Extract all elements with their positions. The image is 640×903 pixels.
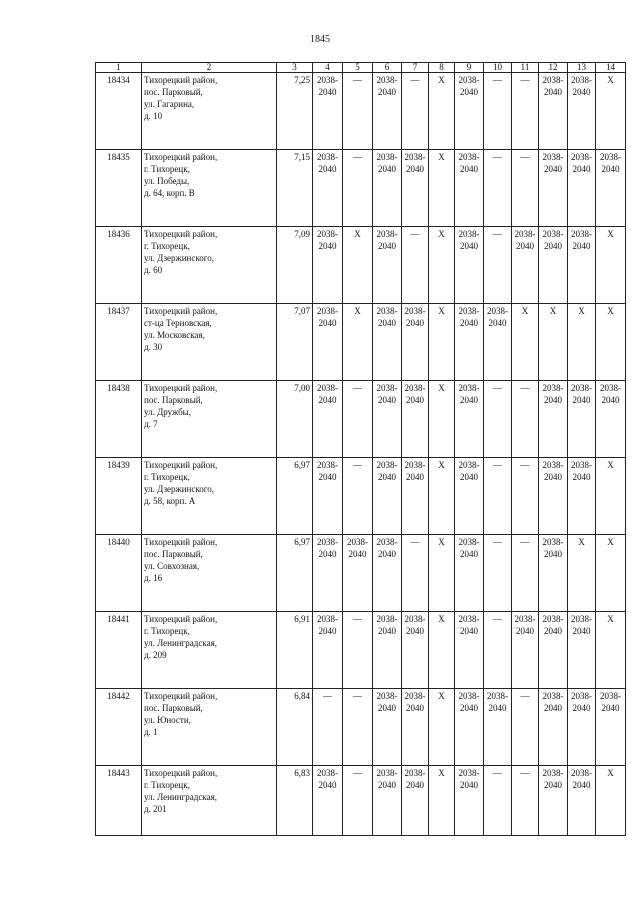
column-header: 2 bbox=[142, 63, 277, 73]
address-line: д. 201 bbox=[144, 804, 167, 814]
period-cell: 2038- 2040 bbox=[568, 73, 596, 150]
address-line: пос. Парковый, bbox=[144, 703, 203, 713]
period-cell: — bbox=[343, 458, 373, 535]
period-cell: X bbox=[429, 227, 455, 304]
table-row bbox=[96, 458, 626, 535]
period-cell: X bbox=[429, 612, 455, 689]
period-cell: X bbox=[568, 535, 596, 612]
period-cell: 2038- 2040 bbox=[455, 150, 484, 227]
period-cell: — bbox=[313, 689, 343, 766]
period-cell: X bbox=[596, 227, 626, 304]
register-table bbox=[95, 62, 626, 836]
period-cell: X bbox=[429, 73, 455, 150]
period-cell: 2038- 2040 bbox=[402, 766, 429, 836]
period-cell: 2038- 2040 bbox=[539, 612, 568, 689]
period-cell: X bbox=[539, 304, 568, 381]
address-line: ул. Юности, bbox=[144, 715, 191, 725]
period-cell: 2038- 2040 bbox=[455, 766, 484, 836]
period-cell: 2038- 2040 bbox=[313, 381, 343, 458]
period-cell: X bbox=[568, 304, 596, 381]
period-cell: 2038- 2040 bbox=[539, 227, 568, 304]
record-number: 18438 bbox=[96, 381, 142, 458]
period-cell: — bbox=[484, 458, 512, 535]
period-cell: 2038- 2040 bbox=[402, 381, 429, 458]
period-cell: — bbox=[512, 150, 539, 227]
period-cell: — bbox=[512, 381, 539, 458]
address-cell bbox=[142, 535, 277, 612]
period-cell: 2038- 2040 bbox=[373, 304, 402, 381]
period-cell: 2038- 2040 bbox=[568, 689, 596, 766]
period-cell: — bbox=[402, 535, 429, 612]
address-line: Тихорецкий район, bbox=[144, 383, 218, 393]
period-cell: 2038- 2040 bbox=[455, 227, 484, 304]
period-cell: 2038- 2040 bbox=[512, 227, 539, 304]
period-cell: — bbox=[484, 150, 512, 227]
address-line: г. Тихорецк, bbox=[144, 472, 190, 482]
period-cell: — bbox=[402, 73, 429, 150]
address-line: г. Тихорецк, bbox=[144, 164, 190, 174]
address-cell bbox=[142, 612, 277, 689]
period-cell: 2038- 2040 bbox=[313, 227, 343, 304]
period-cell: X bbox=[429, 381, 455, 458]
period-cell: — bbox=[484, 535, 512, 612]
table-row bbox=[96, 227, 626, 304]
period-cell: 2038- 2040 bbox=[539, 766, 568, 836]
period-cell: 2038- 2040 bbox=[568, 612, 596, 689]
value-cell: 7,15 bbox=[277, 150, 313, 227]
address-line: д. 209 bbox=[144, 650, 167, 660]
column-header: 9 bbox=[455, 63, 484, 73]
period-cell: 2038- 2040 bbox=[568, 227, 596, 304]
record-number: 18442 bbox=[96, 689, 142, 766]
address-line: д. 10 bbox=[144, 111, 163, 121]
period-cell: 2038- 2040 bbox=[313, 612, 343, 689]
address-line: д. 16 bbox=[144, 573, 163, 583]
period-cell: 2038- 2040 bbox=[484, 689, 512, 766]
period-cell: — bbox=[512, 766, 539, 836]
address-line: д. 64, корп. В bbox=[144, 188, 195, 198]
period-cell: — bbox=[402, 227, 429, 304]
period-cell: 2038- 2040 bbox=[455, 458, 484, 535]
period-cell: X bbox=[596, 458, 626, 535]
period-cell: — bbox=[343, 766, 373, 836]
value-cell: 7,09 bbox=[277, 227, 313, 304]
address-cell bbox=[142, 304, 277, 381]
record-number: 18437 bbox=[96, 304, 142, 381]
period-cell: X bbox=[343, 304, 373, 381]
column-header: 4 bbox=[313, 63, 343, 73]
period-cell: 2038- 2040 bbox=[402, 150, 429, 227]
period-cell: 2038- 2040 bbox=[596, 381, 626, 458]
address-cell bbox=[142, 73, 277, 150]
period-cell: — bbox=[343, 689, 373, 766]
table-row bbox=[96, 73, 626, 150]
period-cell: 2038- 2040 bbox=[402, 304, 429, 381]
period-cell: 2038- 2040 bbox=[373, 766, 402, 836]
address-line: ст-ца Терновская, bbox=[144, 318, 212, 328]
period-cell: 2038- 2040 bbox=[313, 150, 343, 227]
address-line: д. 60 bbox=[144, 265, 163, 275]
period-cell: X bbox=[429, 535, 455, 612]
period-cell: — bbox=[343, 73, 373, 150]
period-cell: 2038- 2040 bbox=[596, 689, 626, 766]
table-row bbox=[96, 535, 626, 612]
period-cell: — bbox=[512, 689, 539, 766]
period-cell: 2038- 2040 bbox=[343, 535, 373, 612]
period-cell: X bbox=[512, 304, 539, 381]
address-line: Тихорецкий район, bbox=[144, 691, 218, 701]
period-cell: 2038- 2040 bbox=[373, 381, 402, 458]
period-cell: X bbox=[429, 458, 455, 535]
address-line: д. 58, корп. А bbox=[144, 496, 196, 506]
address-cell bbox=[142, 381, 277, 458]
period-cell: 2038- 2040 bbox=[539, 73, 568, 150]
period-cell: 2038- 2040 bbox=[455, 612, 484, 689]
period-cell: 2038- 2040 bbox=[373, 612, 402, 689]
value-cell: 6,91 bbox=[277, 612, 313, 689]
table-row bbox=[96, 304, 626, 381]
period-cell: — bbox=[343, 381, 373, 458]
address-line: ул. Дружбы, bbox=[144, 407, 191, 417]
page-number: 1845 bbox=[310, 34, 330, 45]
table-row bbox=[96, 381, 626, 458]
column-header: 13 bbox=[568, 63, 596, 73]
column-header: 3 bbox=[277, 63, 313, 73]
address-cell bbox=[142, 766, 277, 836]
period-cell: 2038- 2040 bbox=[313, 766, 343, 836]
period-cell: 2038- 2040 bbox=[373, 535, 402, 612]
period-cell: 2038- 2040 bbox=[568, 458, 596, 535]
period-cell: 2038- 2040 bbox=[313, 535, 343, 612]
record-number: 18435 bbox=[96, 150, 142, 227]
record-number: 18443 bbox=[96, 766, 142, 836]
table-row bbox=[96, 766, 626, 836]
period-cell: — bbox=[512, 458, 539, 535]
period-cell: — bbox=[484, 612, 512, 689]
period-cell: 2038- 2040 bbox=[455, 535, 484, 612]
table-row bbox=[96, 689, 626, 766]
record-number: 18436 bbox=[96, 227, 142, 304]
period-cell: 2038- 2040 bbox=[373, 150, 402, 227]
period-cell: 2038- 2040 bbox=[539, 458, 568, 535]
period-cell: X bbox=[596, 612, 626, 689]
period-cell: — bbox=[484, 766, 512, 836]
address-line: Тихорецкий район, bbox=[144, 460, 218, 470]
period-cell: — bbox=[484, 381, 512, 458]
period-cell: X bbox=[429, 689, 455, 766]
column-header: 14 bbox=[596, 63, 626, 73]
period-cell: 2038- 2040 bbox=[313, 304, 343, 381]
column-header: 11 bbox=[512, 63, 539, 73]
address-line: Тихорецкий район, bbox=[144, 229, 218, 239]
period-cell: X bbox=[596, 304, 626, 381]
period-cell: 2038- 2040 bbox=[402, 458, 429, 535]
address-line: ул. Дзержинского, bbox=[144, 253, 214, 263]
address-line: г. Тихорецк, bbox=[144, 626, 190, 636]
period-cell: — bbox=[343, 612, 373, 689]
record-number: 18440 bbox=[96, 535, 142, 612]
value-cell: 6,83 bbox=[277, 766, 313, 836]
period-cell: 2038- 2040 bbox=[455, 381, 484, 458]
period-cell: — bbox=[484, 227, 512, 304]
address-cell bbox=[142, 227, 277, 304]
address-line: пос. Парковый, bbox=[144, 87, 203, 97]
column-header: 10 bbox=[484, 63, 512, 73]
period-cell: — bbox=[343, 150, 373, 227]
period-cell: 2038- 2040 bbox=[373, 227, 402, 304]
period-cell: 2038- 2040 bbox=[455, 73, 484, 150]
address-line: ул. Победы, bbox=[144, 176, 190, 186]
value-cell: 6,97 bbox=[277, 458, 313, 535]
address-line: ул. Ленинградская, bbox=[144, 792, 217, 802]
period-cell: 2038- 2040 bbox=[373, 689, 402, 766]
table-row bbox=[96, 612, 626, 689]
address-line: ул. Московская, bbox=[144, 330, 205, 340]
period-cell: X bbox=[429, 150, 455, 227]
period-cell: X bbox=[343, 227, 373, 304]
period-cell: 2038- 2040 bbox=[539, 535, 568, 612]
address-cell bbox=[142, 150, 277, 227]
value-cell: 7,00 bbox=[277, 381, 313, 458]
column-header: 1 bbox=[96, 63, 142, 73]
period-cell: 2038- 2040 bbox=[455, 689, 484, 766]
address-line: Тихорецкий район, bbox=[144, 306, 218, 316]
period-cell: 2038- 2040 bbox=[313, 73, 343, 150]
address-line: пос. Парковый, bbox=[144, 395, 203, 405]
period-cell: 2038- 2040 bbox=[484, 304, 512, 381]
address-line: д. 1 bbox=[144, 727, 158, 737]
period-cell: 2038- 2040 bbox=[313, 458, 343, 535]
value-cell: 6,97 bbox=[277, 535, 313, 612]
address-line: ул. Гагарина, bbox=[144, 99, 195, 109]
address-line: Тихорецкий район, bbox=[144, 614, 218, 624]
record-number: 18434 bbox=[96, 73, 142, 150]
period-cell: 2038- 2040 bbox=[402, 689, 429, 766]
period-cell: X bbox=[429, 766, 455, 836]
period-cell: X bbox=[596, 766, 626, 836]
period-cell: 2038- 2040 bbox=[402, 612, 429, 689]
column-number-row bbox=[96, 63, 626, 73]
period-cell: 2038- 2040 bbox=[568, 381, 596, 458]
address-line: д. 30 bbox=[144, 342, 163, 352]
column-header: 6 bbox=[373, 63, 402, 73]
period-cell: 2038- 2040 bbox=[539, 381, 568, 458]
address-line: Тихорецкий район, bbox=[144, 768, 218, 778]
record-number: 18439 bbox=[96, 458, 142, 535]
period-cell: 2038- 2040 bbox=[539, 150, 568, 227]
period-cell: 2038- 2040 bbox=[512, 612, 539, 689]
period-cell: — bbox=[484, 73, 512, 150]
value-cell: 7,07 bbox=[277, 304, 313, 381]
period-cell: 2038- 2040 bbox=[373, 458, 402, 535]
period-cell: 2038- 2040 bbox=[539, 689, 568, 766]
period-cell: 2038- 2040 bbox=[568, 150, 596, 227]
address-line: ул. Совхозная, bbox=[144, 561, 200, 571]
address-line: ул. Дзержинского, bbox=[144, 484, 214, 494]
address-line: пос. Парковый, bbox=[144, 549, 203, 559]
value-cell: 7,25 bbox=[277, 73, 313, 150]
period-cell: X bbox=[596, 535, 626, 612]
period-cell: X bbox=[596, 73, 626, 150]
address-line: Тихорецкий район, bbox=[144, 75, 218, 85]
period-cell: X bbox=[429, 304, 455, 381]
address-line: Тихорецкий район, bbox=[144, 537, 218, 547]
address-line: ул. Ленинградская, bbox=[144, 638, 217, 648]
period-cell: 2038- 2040 bbox=[596, 150, 626, 227]
column-header: 7 bbox=[402, 63, 429, 73]
address-line: г. Тихорецк, bbox=[144, 241, 190, 251]
record-number: 18441 bbox=[96, 612, 142, 689]
value-cell: 6,84 bbox=[277, 689, 313, 766]
address-cell bbox=[142, 458, 277, 535]
column-header: 5 bbox=[343, 63, 373, 73]
period-cell: — bbox=[512, 535, 539, 612]
address-line: г. Тихорецк, bbox=[144, 780, 190, 790]
column-header: 8 bbox=[429, 63, 455, 73]
period-cell: 2038- 2040 bbox=[455, 304, 484, 381]
address-cell bbox=[142, 689, 277, 766]
column-header: 12 bbox=[539, 63, 568, 73]
table-row bbox=[96, 150, 626, 227]
period-cell: 2038- 2040 bbox=[568, 766, 596, 836]
address-line: д. 7 bbox=[144, 419, 158, 429]
period-cell: 2038- 2040 bbox=[373, 73, 402, 150]
address-line: Тихорецкий район, bbox=[144, 152, 218, 162]
period-cell: — bbox=[512, 73, 539, 150]
